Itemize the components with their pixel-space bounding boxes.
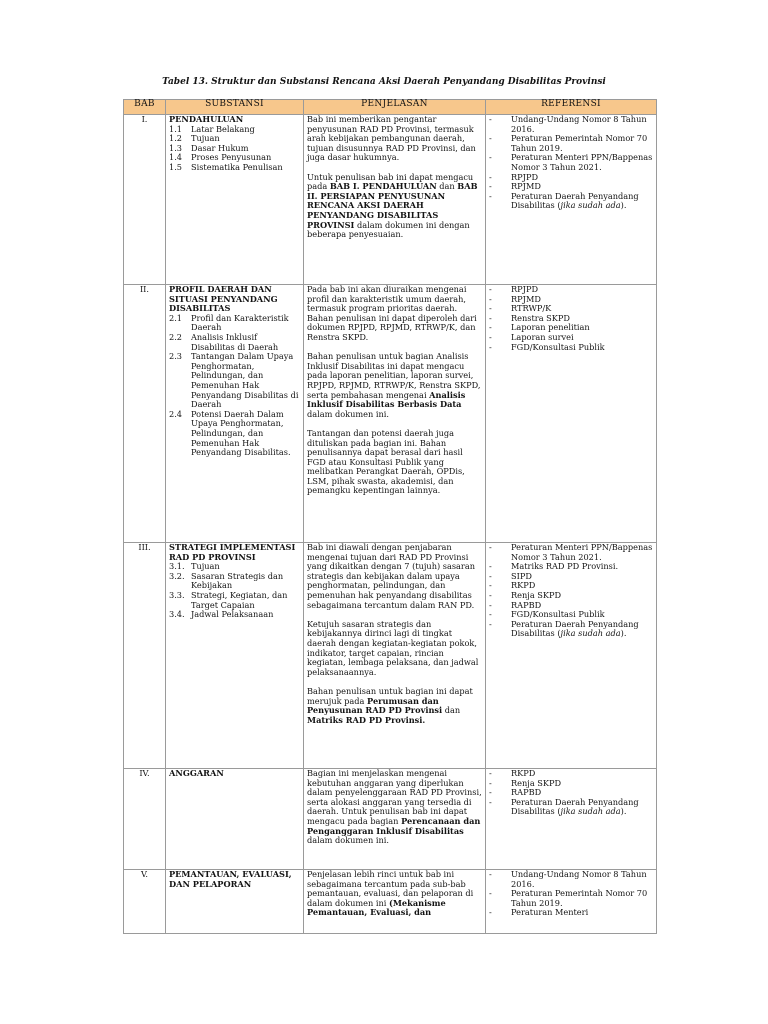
paragraph-bold-reference: Analisis Inklusif Disabilitas Berbasis Data: [307, 389, 466, 410]
reference-label: RPJPD: [511, 284, 539, 294]
sub-chapter-item: [169, 163, 300, 173]
sub-chapter-number: 1.4: [169, 152, 183, 163]
paragraph-text: Bab ini memberikan pengantar penyusunan RAD PD Provinsi, termasuk arah kebijakan pembangunan daerah, tujuan disusunnya RAD PD Provinsi, dan juga dasar hukumnya.: [307, 114, 476, 163]
reference-text: [511, 343, 653, 353]
bullet-dash: -: [489, 618, 492, 629]
sub-chapter-number: 2.4: [169, 408, 183, 419]
paragraph-bold-reference: Perumusan dan Penyusunan RAD PD Provinsi: [307, 695, 443, 716]
header-referensi: REFERENSI: [486, 100, 657, 115]
reference-label: Renstra SKPD: [511, 312, 570, 323]
paragraph-bold-reference: (Mekanisme Pemantauan, Evaluasi, dan: [307, 897, 446, 918]
sub-chapter-number: 3.2.: [169, 570, 185, 581]
reference-suffix: ).: [620, 806, 627, 817]
sub-chapter-number: 3.3.: [169, 589, 185, 600]
explanation-paragraph: [307, 870, 482, 918]
reference-item: [489, 343, 653, 353]
bullet-dash: -: [489, 796, 492, 807]
reference-text: [511, 870, 653, 889]
table-row: [124, 115, 657, 285]
sub-chapter-number: 2.2: [169, 331, 183, 342]
reference-label: Peraturan Pemerintah Nomor 70 Tahun 2019.: [511, 133, 648, 153]
reference-item: [489, 870, 653, 889]
sub-chapter-item: [169, 610, 300, 620]
reference-label: RAPBD: [511, 599, 542, 610]
bullet-dash: -: [489, 190, 492, 201]
reference-text: [511, 153, 653, 172]
substansi-cell: [166, 769, 304, 870]
bullet-dash: -: [489, 907, 492, 918]
paragraph-bold-reference: Matriks RAD PD Provinsi.: [307, 714, 426, 725]
bullet-dash: -: [489, 580, 492, 591]
explanation-paragraph: [307, 769, 482, 846]
reference-text: [511, 908, 653, 918]
referensi-cell: [486, 115, 657, 285]
paragraph-text: Bahan penulisan untuk bagian Analisis Inklusif Disabilitas ini dapat mengacu pada laporan penelitian, laporan survei, RPJPD, RPJMD, RTRWP/K, Renstra SKPD, serta pembahasan mengenai: [307, 351, 481, 400]
penjelasan-cell: [304, 115, 486, 285]
sub-chapter-text: Jadwal Pelaksanaan: [191, 609, 274, 620]
referensi-cell: [486, 285, 657, 543]
sub-chapter-text: Dasar Hukum: [191, 142, 249, 153]
bab-number: V.: [124, 870, 166, 934]
sub-chapter-item: [169, 572, 300, 591]
reference-note: jika sudah ada: [560, 806, 621, 817]
bullet-dash: -: [489, 181, 492, 192]
bullet-dash: -: [489, 561, 492, 572]
table-row: [124, 285, 657, 543]
reference-label: RKPD: [511, 580, 536, 591]
table-caption: Tabel 13. Struktur dan Substansi Rencana Aksi Daerah Penyandang Disabilitas Provinsi: [162, 77, 606, 87]
chapter-title: PROFIL DAERAH DAN SITUASI PENYANDANG DISABILITAS: [169, 284, 278, 314]
sub-chapter-number: 3.1.: [169, 561, 185, 572]
paragraph-text: Bagian ini menjelaskan mengenai kebutuhan anggaran yang diperlukan dalam penyelenggaraan RAD PD Provinsi, serta alokasi anggaran yang tersedia di daerah. Untuk penulisan bab ini dapat mengacu pada bagian: [307, 768, 482, 826]
reference-label: Peraturan Daerah Penyandang Disabilitas (: [511, 796, 639, 817]
reference-suffix: ).: [620, 200, 627, 211]
bullet-dash: -: [489, 171, 492, 182]
reference-label: RKPD: [511, 768, 536, 778]
sub-chapter-text: Tantangan Dalam Upaya Penghormatan, Pelindungan, dan Pemenuhan Hak Penyandang Disabilitas di Daerah: [191, 351, 299, 410]
bullet-dash: -: [489, 133, 492, 144]
reference-label: RAPBD: [511, 787, 542, 798]
explanation-paragraph: [307, 543, 482, 610]
reference-suffix: ).: [620, 628, 627, 639]
bullet-dash: -: [489, 114, 492, 124]
sub-chapter-text: Latar Belakang: [191, 123, 255, 134]
reference-label: RPJPD: [511, 171, 539, 182]
sub-chapter-number: 2.3: [169, 351, 183, 362]
reference-label: Peraturan Daerah Penyandang Disabilitas (: [511, 618, 639, 639]
explanation-paragraph: [307, 687, 482, 725]
reference-text: [511, 562, 653, 572]
reference-label: RPJMD: [511, 293, 541, 304]
reference-label: RPJMD: [511, 181, 541, 192]
reference-text: [511, 889, 653, 908]
reference-text: [511, 543, 653, 562]
bab-number: III.: [124, 543, 166, 769]
chapter-title: STRATEGI IMPLEMENTASI RAD PD PROVINSI: [169, 542, 296, 562]
chapter-title: ANGGARAN: [169, 768, 224, 778]
sub-chapter-number: 1.1: [169, 123, 183, 134]
paragraph-text: dalam dokumen ini.: [307, 408, 389, 419]
reference-label: Peraturan Menteri: [511, 907, 589, 918]
chapter-title: PEMANTAUAN, EVALUASI, DAN PELAPORAN: [169, 869, 292, 889]
sub-chapter-number: 1.3: [169, 142, 183, 153]
penjelasan-cell: [304, 870, 486, 934]
bullet-dash: -: [489, 787, 492, 798]
referensi-cell: [486, 543, 657, 769]
sub-chapter-text: Tujuan: [191, 133, 220, 144]
reference-label: Renja SKPD: [511, 777, 562, 788]
reference-label: Undang-Undang Nomor 8 Tahun 2016.: [511, 114, 647, 134]
paragraph-bold-reference: Perencanaan dan Penganggaran Inklusif Disabilitas: [307, 815, 481, 836]
substansi-cell: [166, 870, 304, 934]
sub-chapter-number: 1.5: [169, 161, 183, 172]
reference-label: Undang-Undang Nomor 8 Tahun 2016.: [511, 869, 647, 889]
sub-chapter-item: [169, 410, 300, 458]
reference-text: [511, 620, 653, 639]
bullet-dash: -: [489, 341, 492, 352]
bullet-dash: -: [489, 284, 492, 294]
chapter-title: PENDAHULUAN: [169, 114, 244, 124]
paragraph-text: Untuk penulisan bab ini dapat mengacu pada: [307, 171, 474, 192]
reference-text: [511, 798, 653, 817]
reference-item: [489, 620, 653, 639]
referensi-cell: [486, 769, 657, 870]
sub-chapter-text: Potensi Daerah Dalam Upaya Penghormatan, Pelindungan, dan Pemenuhan Hak Penyandang Disabilitas.: [191, 408, 291, 458]
sub-chapter-text: Sistematika Penulisan: [191, 161, 283, 172]
bullet-dash: -: [489, 609, 492, 620]
sub-chapter-item: [169, 591, 300, 610]
bullet-dash: -: [489, 869, 492, 879]
explanation-paragraph: [307, 429, 482, 496]
table-header-row: [124, 100, 657, 115]
reference-item: [489, 543, 653, 562]
explanation-paragraph: [307, 285, 482, 343]
sub-chapter-number: 2.1: [169, 312, 183, 323]
header-bab: BAB: [124, 100, 166, 115]
reference-label: Laporan survei: [511, 331, 574, 342]
sub-chapter-item: [169, 314, 300, 333]
reference-note: jika sudah ada: [560, 200, 621, 211]
header-penjelasan: PENJELASAN: [304, 100, 486, 115]
substansi-cell: [166, 115, 304, 285]
paragraph-bold-reference: BAB I. PENDAHULUAN: [329, 181, 437, 192]
bullet-dash: -: [489, 293, 492, 304]
reference-label: Peraturan Daerah Penyandang Disabilitas (: [511, 190, 639, 211]
bullet-dash: -: [489, 152, 492, 163]
paragraph-bold-reference: BAB II. PERSIAPAN PENYUSUNAN RENCANA AKSI DAERAH PENYANDANG DISABILITAS PROVINSI: [307, 181, 478, 230]
reference-item: [489, 908, 653, 918]
explanation-paragraph: [307, 620, 482, 678]
reference-item: [489, 134, 653, 153]
substansi-cell: [166, 543, 304, 769]
paragraph-text: dan: [442, 705, 461, 716]
paragraph-text: Bahan penulisan untuk bagian ini dapat merujuk pada: [307, 685, 473, 706]
substansi-cell: [166, 285, 304, 543]
header-substansi: SUBSTANSI: [166, 100, 304, 115]
bab-number: I.: [124, 115, 166, 285]
bullet-dash: -: [489, 768, 492, 778]
reference-text: [511, 192, 653, 211]
paragraph-text: Penjelasan lebih rinci untuk bab ini sebagaimana tercantum pada sub-bab pemantauan, evaluasi, dan pelaporan di dalam dokumen ini: [307, 869, 474, 908]
bullet-dash: -: [489, 542, 492, 552]
penjelasan-cell: [304, 769, 486, 870]
structure-table: [123, 99, 657, 934]
reference-label: Renja SKPD: [511, 589, 562, 600]
reference-item: [489, 115, 653, 134]
table-row: [124, 543, 657, 769]
reference-text: [511, 115, 653, 134]
sub-chapter-text: Proses Penyusunan: [191, 152, 272, 163]
paragraph-text: dalam dokumen ini dengan beberapa penyesuaian.: [307, 219, 470, 240]
bullet-dash: -: [489, 303, 492, 314]
sub-chapter-item: [169, 125, 300, 135]
paragraph-text: Ketujuh sasaran strategis dan kebijakannya dirinci lagi di tingkat daerah dengan kegiatan-kegiatan pokok, indikator, target capaian, rincian kegiatan, lembaga pelaksana, dan jadwal pelaksanaannya.: [307, 618, 479, 677]
explanation-paragraph: [307, 173, 482, 240]
sub-chapter-text: Analisis Inklusif Disabilitas di Daerah: [191, 331, 279, 352]
sub-chapter-text: Strategi, Kegiatan, dan Target Capaian: [191, 589, 288, 610]
bullet-dash: -: [489, 331, 492, 342]
sub-chapter-item: [169, 333, 300, 352]
reference-label: RTRWP/K: [511, 303, 552, 314]
sub-chapter-item: [169, 352, 300, 410]
bab-number: II.: [124, 285, 166, 543]
reference-item: [489, 798, 653, 817]
bullet-dash: -: [489, 888, 492, 899]
bullet-dash: -: [489, 589, 492, 600]
reference-item: [489, 153, 653, 172]
reference-label: Peraturan Menteri PPN/Bappenas Nomor 3 Tahun 2021.: [511, 152, 653, 172]
reference-item: [489, 192, 653, 211]
referensi-cell: [486, 870, 657, 934]
sub-chapter-text: Sasaran Strategis dan Kebijakan: [191, 570, 284, 591]
bab-number: IV.: [124, 769, 166, 870]
table-row: [124, 769, 657, 870]
sub-chapter-number: 1.2: [169, 133, 183, 144]
bullet-dash: -: [489, 599, 492, 610]
bullet-dash: -: [489, 777, 492, 788]
penjelasan-cell: [304, 285, 486, 543]
reference-label: Matriks RAD PD Provinsi.: [511, 561, 619, 572]
reference-label: FGD/Konsultasi Publik: [511, 609, 605, 620]
paragraph-text: Bab ini diawali dengan penjabaran mengenai tujuan dari RAD PD Provinsi yang dikaitkan dengan 7 (tujuh) sasaran strategis dan kebijakan dalam upaya penghormatan, pelindungan, dan pemenuhan hak penyandang disabilitas sebagaimana tercantum dalam RAN PD.: [307, 542, 475, 610]
paragraph-text: Pada bab ini akan diuraikan mengenai profil dan karakteristik umum daerah, termasuk program prioritas daerah. Bahan penulisan ini dapat diperoleh dari dokumen RPJPD, RPJMD, RTRWP/K, dan Renstra SKPD.: [307, 284, 477, 342]
explanation-paragraph: [307, 352, 482, 419]
sub-chapter-number: 3.4.: [169, 609, 185, 620]
reference-label: SIPD: [511, 570, 532, 581]
reference-label: Peraturan Pemerintah Nomor 70 Tahun 2019.: [511, 888, 648, 908]
sub-chapter-text: Tujuan: [191, 561, 220, 572]
reference-label: Laporan penelitian: [511, 322, 590, 333]
bullet-dash: -: [489, 570, 492, 581]
reference-item: [489, 889, 653, 908]
penjelasan-cell: [304, 543, 486, 769]
reference-note: jika sudah ada: [560, 628, 621, 639]
paragraph-text: Tantangan dan potensi daerah juga dituliskan pada bagian ini. Bahan penulisannya dapat berasal dari hasil FGD atau Konsultasi Publik yang melibatkan Perangkat Daerah, OPDis, LSM, pihak swasta, akademisi, dan pemangku kepentingan lainnya.: [307, 427, 465, 496]
table-row: [124, 870, 657, 934]
paragraph-text: dalam dokumen ini.: [307, 835, 389, 846]
reference-text: [511, 134, 653, 153]
sub-chapter-text: Profil dan Karakteristik Daerah: [191, 312, 289, 333]
reference-label: Peraturan Menteri PPN/Bappenas Nomor 3 Tahun 2021.: [511, 542, 653, 562]
bullet-dash: -: [489, 312, 492, 323]
paragraph-text: dan: [436, 181, 458, 192]
reference-label: FGD/Konsultasi Publik: [511, 341, 605, 352]
explanation-paragraph: [307, 115, 482, 163]
bullet-dash: -: [489, 322, 492, 333]
